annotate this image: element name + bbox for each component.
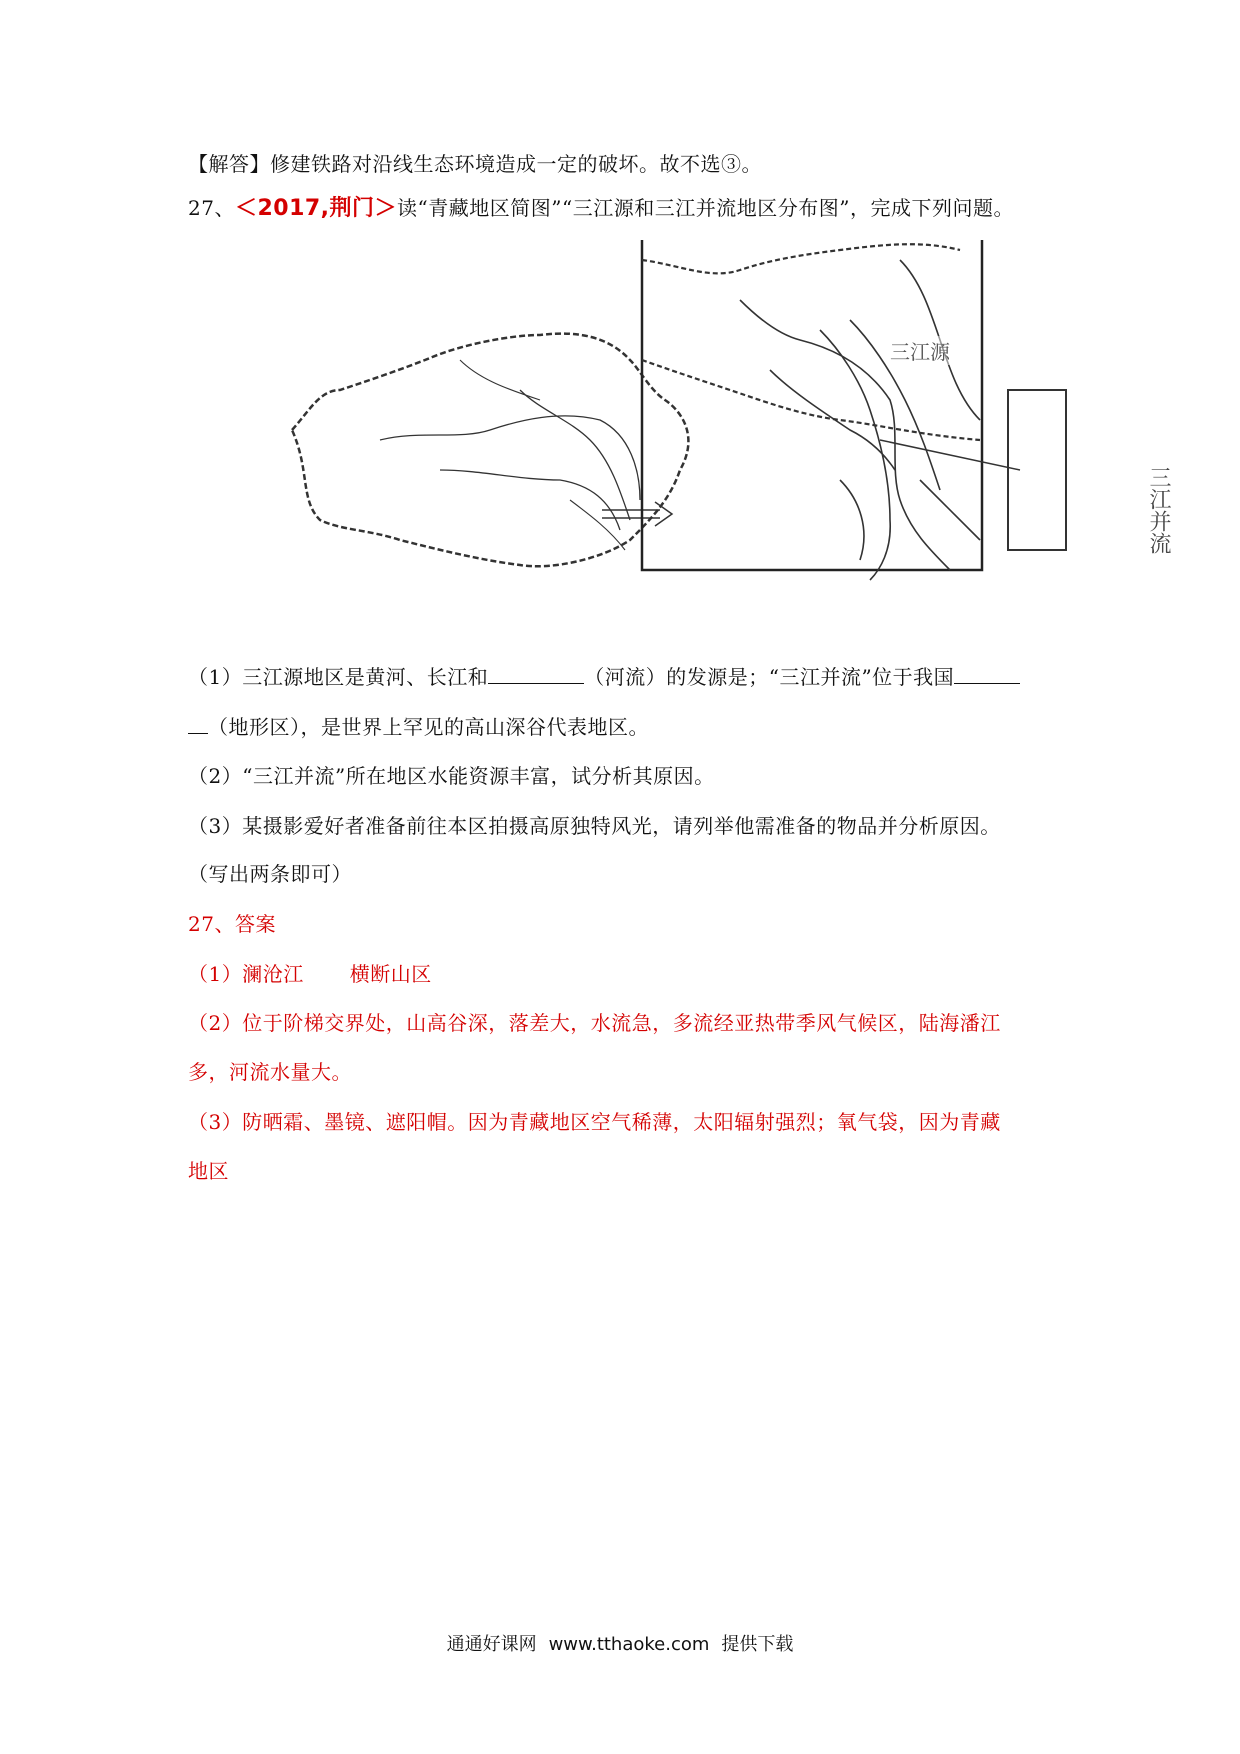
answer-3-line1: （3）防晒霜、墨镜、遮阳帽。因为青藏地区空气稀薄，太阳辐射强烈；氧气袋，因为青藏 <box>188 1110 1001 1134</box>
map-figure <box>280 240 1220 640</box>
answer-3-line2: 地区 <box>188 1159 229 1183</box>
answer-1-landform: 横断山区 <box>349 962 432 986</box>
question-number: 27、 <box>188 196 235 220</box>
detail-map-lines <box>642 244 980 580</box>
callout-label-sanjiang-bingliu: 三江并流 <box>1146 466 1171 554</box>
page-footer <box>0 1630 1240 1656</box>
footer-suffix: 提供下载 <box>721 1634 794 1655</box>
blank-river[interactable] <box>488 665 584 684</box>
question-27-stem <box>188 194 1014 223</box>
previous-answer: 【解答】修建铁路对沿线生态环境造成一定的破坏。故不选③。 <box>188 152 762 176</box>
answer-title: 27、答案 <box>188 912 276 936</box>
sub1-text-b: （河流）的发源是；“三江并流”位于我国 <box>584 665 955 689</box>
question-text: 读“青藏地区简图”“三江源和三江并流地区分布图”，完成下列问题。 <box>397 196 1014 220</box>
footer-url[interactable]: www.tthaoke.com <box>548 1634 710 1655</box>
question-source: ＜2017,荆门＞ <box>234 196 398 221</box>
footer-site-name: 通通好课网 <box>446 1634 537 1655</box>
answer-2-line2: 多，河流水量大。 <box>188 1060 352 1084</box>
tibet-small-map <box>292 334 688 567</box>
sub-question-2: （2）“三江并流”所在地区水能资源丰富，试分析其原因。 <box>188 764 715 788</box>
blank-landform-part2[interactable] <box>188 715 208 734</box>
blank-landform-part1[interactable] <box>954 665 1020 684</box>
sub-question-3-line1: （3）某摄影爱好者准备前往本区拍摄高原独特风光，请列举他需准备的物品并分析原因。 <box>188 814 1001 838</box>
answer-2-line1: （2）位于阶梯交界处，山高谷深，落差大，水流急，多流经亚热带季风气候区，陆海潘江 <box>188 1011 1001 1035</box>
sub-question-3-line2: （写出两条即可） <box>188 862 352 886</box>
sub1-text-c: （地形区），是世界上罕见的高山深谷代表地区。 <box>208 715 649 739</box>
map-label-sanjiangyuan: 三江源 <box>890 336 950 365</box>
sub1-text-a: （1）三江源地区是黄河、长江和 <box>188 665 489 689</box>
sub-question-1-line1 <box>188 663 1020 691</box>
callout <box>880 390 1066 550</box>
answer-1-river: （1）澜沧江 <box>188 962 304 986</box>
sub-question-1-line2 <box>188 713 649 741</box>
answer-1 <box>188 960 432 988</box>
